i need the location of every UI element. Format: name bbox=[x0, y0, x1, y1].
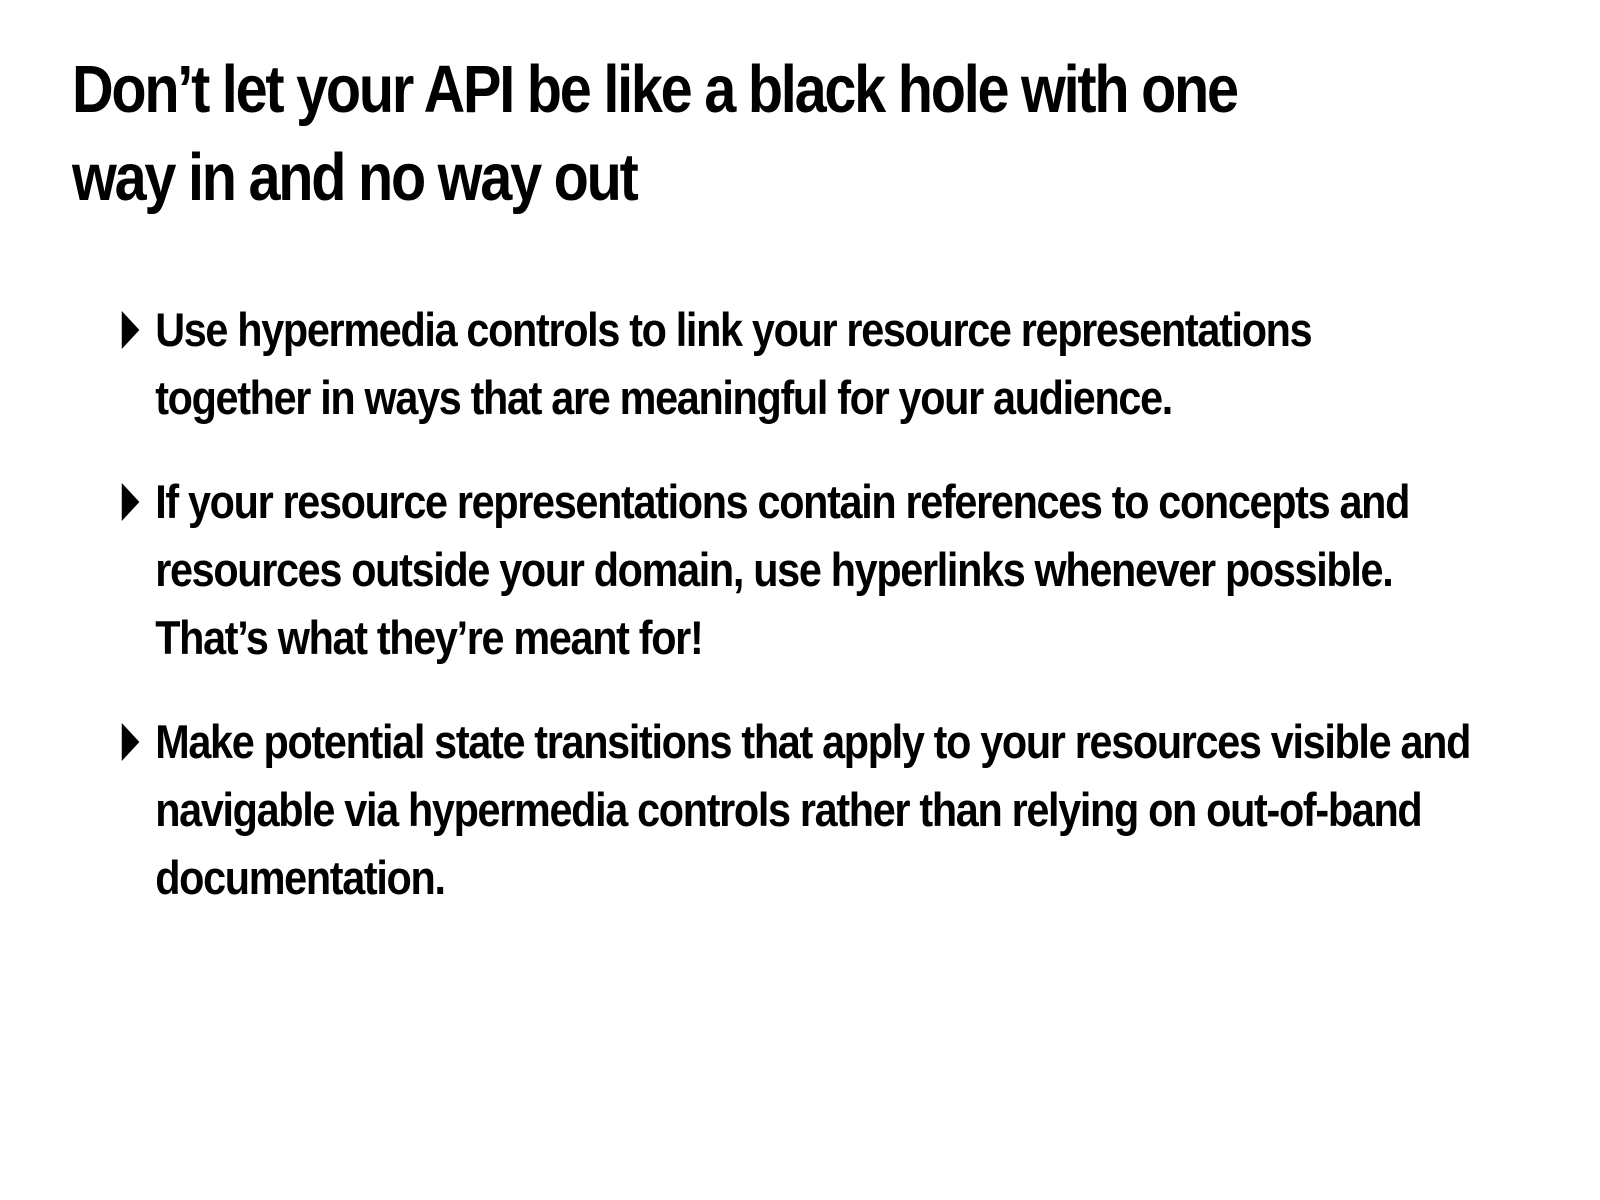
slide-title: Don’t let your API be like a black hole with one way in and no way out bbox=[72, 52, 1237, 215]
triangle-right-icon bbox=[122, 311, 140, 349]
bullet-list bbox=[120, 296, 1475, 948]
bullet-item bbox=[120, 296, 1475, 432]
bullet-item bbox=[120, 708, 1475, 912]
triangle-right-icon bbox=[122, 483, 140, 521]
bullet-text: Use hypermedia controls to link your resource representations together in ways that are meaningful for your audience. bbox=[155, 303, 1312, 424]
bullet-text: Make potential state transitions that apply to your resources visible and navigable via hypermedia controls rather than relying on out-of-band documentation. bbox=[155, 715, 1471, 904]
triangle-right-icon bbox=[122, 723, 140, 761]
bullet-item bbox=[120, 468, 1475, 672]
bullet-text: If your resource representations contain references to concepts and resources outside your domain, use hyperlinks whenever possible. That’s what they’re meant for! bbox=[155, 475, 1410, 664]
